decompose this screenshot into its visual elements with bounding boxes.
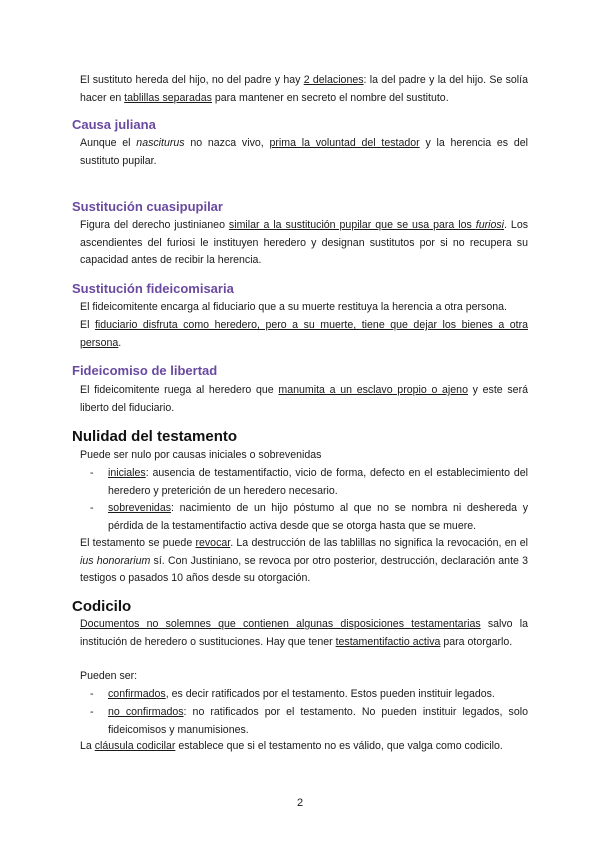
underlined-text: iniciales bbox=[108, 467, 146, 479]
underlined-text: prima la voluntad del testador bbox=[269, 137, 420, 149]
underlined-text bbox=[229, 219, 504, 231]
text: El fideicomitente ruega al heredero que bbox=[80, 384, 279, 396]
heading-causa-juliana: Causa juliana bbox=[72, 117, 156, 132]
causa-juliana-paragraph bbox=[80, 135, 528, 170]
heading-codicilo: Codicilo bbox=[72, 598, 132, 615]
intro-paragraph bbox=[80, 72, 528, 107]
heading-nulidad: Nulidad del testamento bbox=[72, 428, 238, 445]
codicilo-pueden: Pueden ser: bbox=[80, 670, 138, 682]
text: y este será liberto del fiduciario. bbox=[80, 384, 528, 414]
text: establece que si el testamento no es válido, que valga como codicilo. bbox=[175, 740, 503, 752]
underlined-text: tablillas separadas bbox=[124, 91, 212, 104]
underlined-text: 2 delaciones bbox=[303, 74, 364, 86]
text: para otorgarlo. bbox=[440, 635, 513, 648]
clausula-codicilar-paragraph bbox=[80, 738, 528, 756]
text: similar a la sustitución pupilar que se usa para los bbox=[228, 219, 476, 231]
text: El sustituto hereda del hijo, no del padre y hay bbox=[80, 74, 304, 86]
text: Figura del derecho justinianeo bbox=[80, 219, 229, 231]
bullet-dash: - bbox=[90, 706, 94, 718]
nulidad-bullet-iniciales bbox=[108, 465, 528, 500]
text: para mantener en secreto el nombre del sustituto. bbox=[211, 91, 449, 104]
underlined-text: fiduciario disfruta como heredero, pero a su muerte, tiene que dejar los bienes a otra persona bbox=[80, 319, 528, 349]
text: , es decir ratificados por el testamento. Estos pueden instituir legados. bbox=[165, 688, 495, 700]
fideicomisaria-paragraph-2 bbox=[80, 317, 528, 352]
nulidad-intro: Puede ser nulo por causas iniciales o sobrevenidas bbox=[80, 449, 322, 461]
underlined-text: testamentifactio activa bbox=[335, 635, 441, 648]
libertad-paragraph bbox=[80, 382, 528, 417]
text: . Los ascendientes del furiosi le instituyen heredero y designan sustitutos por si no recupera su capacidad antes de recibir la herencia. bbox=[80, 219, 529, 266]
bullet-dash: - bbox=[90, 688, 94, 700]
italic-text: ius honorarium bbox=[80, 554, 151, 567]
text: . bbox=[118, 336, 122, 349]
underlined-text: cláusula codicilar bbox=[94, 740, 176, 752]
text: sí. Con Justiniano, se revoca por otro posterior, destrucción, declaración ante 3 testigos o pasados 10 años desde su otorgación. bbox=[80, 554, 529, 584]
bullet-dash: - bbox=[90, 467, 94, 479]
nulidad-bullet-sobrevenidas bbox=[108, 500, 528, 535]
text: : no ratificados por el testamento. No pueden instituir legados, solo fideicomisos y manumisiones. bbox=[108, 706, 528, 736]
underlined-text: confirmados bbox=[108, 688, 166, 700]
text: Aunque el bbox=[80, 137, 137, 149]
text: . La destrucción de las tablillas no significa la revocación, en el bbox=[230, 537, 528, 549]
heading-cuasipupilar: Sustitución cuasipupilar bbox=[72, 199, 223, 214]
codicilo-bullet-confirmados bbox=[108, 686, 528, 704]
codicilo-paragraph bbox=[80, 616, 528, 651]
text: : nacimiento de un hijo póstumo al que no se nombra ni deshereda y pérdida de la testamentifactio activa desde que se otorga hasta que se muere. bbox=[108, 502, 528, 532]
text: y la herencia es del sustituto pupilar. bbox=[80, 137, 528, 167]
text: El testamento se puede bbox=[80, 537, 196, 549]
text: salvo la institución de heredero o sustituciones. Hay que tener bbox=[80, 618, 528, 648]
bullet-dash: - bbox=[90, 502, 94, 514]
italic-text: furiosi bbox=[475, 219, 505, 231]
cuasipupilar-paragraph bbox=[80, 217, 528, 270]
underlined-text: no confirmados bbox=[108, 706, 184, 718]
nulidad-revocar-paragraph bbox=[80, 535, 528, 588]
underlined-text: sobrevenidas bbox=[108, 502, 172, 514]
text: : ausencia de testamentifactio, vicio de forma, defecto en el establecimiento del heredero y preterición de un heredero necesario. bbox=[108, 467, 528, 497]
text: La bbox=[80, 740, 95, 752]
text: no nazca vivo, bbox=[184, 137, 270, 149]
italic-text: nasciturus bbox=[136, 137, 185, 149]
page-number: 2 bbox=[296, 797, 304, 809]
underlined-text: revocar bbox=[195, 537, 231, 549]
text: El bbox=[80, 319, 95, 331]
heading-fideicomiso-libertad: Fideicomiso de libertad bbox=[72, 363, 218, 378]
fideicomisaria-paragraph-1: El fideicomitente encarga al fiduciario que a su muerte restituya la herencia a otra persona. bbox=[80, 301, 507, 313]
codicilo-bullet-no-confirmados bbox=[108, 704, 528, 739]
underlined-text: Documentos no solemnes que contienen algunas disposiciones testamentarias bbox=[80, 618, 481, 630]
heading-fideicomisaria: Sustitución fideicomisaria bbox=[72, 281, 234, 296]
underlined-text: manumita a un esclavo propio o ajeno bbox=[278, 384, 468, 396]
text: : la del padre y la del hijo. Se solía hacer en bbox=[80, 74, 528, 104]
